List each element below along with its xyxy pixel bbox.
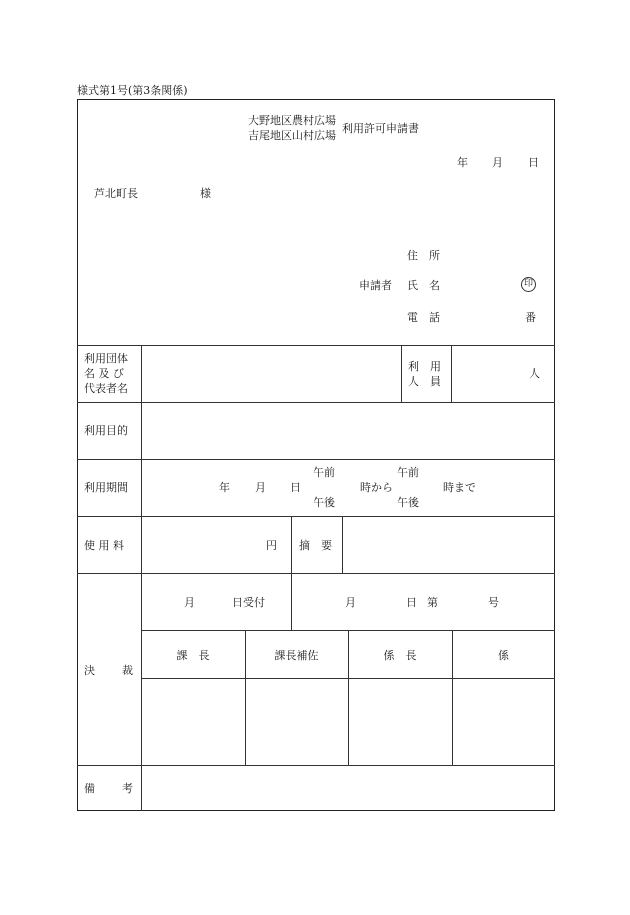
org-label-line1: 利用団体 — [84, 352, 128, 365]
users-unit: 人 — [529, 367, 540, 380]
period-year: 年 — [219, 481, 230, 494]
org-name-field[interactable] — [146, 364, 396, 382]
honorific: 様 — [200, 187, 211, 200]
approver-box-subsection-chief[interactable] — [349, 679, 451, 764]
period-pm-2: 午後 — [397, 496, 419, 509]
rule-org-bottom — [77, 402, 555, 403]
org-label-line2: 名 及 び — [84, 367, 124, 380]
purpose-field[interactable] — [146, 421, 546, 439]
org-label-line3: 代表者名 — [84, 382, 128, 395]
applicant-role-label: 申請者 — [359, 279, 392, 292]
phone-suffix: 番 — [525, 311, 536, 324]
address-label: 住 所 — [407, 249, 440, 262]
rule-period-bottom — [77, 516, 555, 517]
approval-label-2: 裁 — [122, 664, 133, 677]
number-day: 日 — [406, 596, 417, 609]
col-staff: 係 — [498, 649, 509, 662]
notes-label-2: 考 — [122, 782, 133, 795]
title-facility-2: 吉尾地区山村広場 — [248, 129, 336, 142]
remarks-field[interactable] — [347, 536, 547, 554]
title-suffix: 利用許可申請書 — [342, 122, 419, 135]
form-number: 様式第1号(第3条関係) — [77, 84, 188, 97]
period-until: 時まで — [443, 481, 476, 494]
col-assistant-chief: 課長補佐 — [274, 649, 319, 662]
col-subsection-chief: 係 長 — [383, 649, 417, 662]
phone-label: 電 話 — [407, 311, 440, 324]
period-pm-1: 午後 — [313, 496, 335, 509]
received-day: 日受付 — [232, 596, 265, 609]
addressee: 芦北町長 — [94, 187, 138, 200]
approver-box-staff[interactable] — [453, 679, 554, 764]
phone-field[interactable] — [450, 309, 520, 325]
number-month: 月 — [345, 596, 356, 609]
period-from: 時から — [360, 481, 393, 494]
period-am-2: 午前 — [397, 466, 419, 479]
period-day: 日 — [290, 481, 301, 494]
notes-field[interactable] — [146, 779, 546, 797]
fee-yen: 円 — [266, 539, 277, 552]
rule-approval-bottom — [77, 765, 555, 766]
users-count-field[interactable] — [456, 365, 522, 383]
rule-header-bottom — [77, 345, 555, 346]
rule-fee-remarks-left — [291, 516, 292, 573]
number-dai: 第 — [427, 596, 438, 609]
period-label: 利用期間 — [84, 481, 128, 494]
period-am-1: 午前 — [313, 466, 335, 479]
col-section-chief: 課 長 — [176, 649, 210, 662]
rule-users-label-right — [451, 345, 452, 402]
date-month-label: 月 — [492, 156, 503, 169]
rule-fee-bottom — [77, 573, 555, 574]
approval-label-1: 決 — [84, 664, 95, 677]
rule-received-divider — [291, 573, 292, 630]
approver-box-section-chief[interactable] — [142, 679, 244, 764]
fee-amount-field[interactable] — [146, 536, 258, 554]
fee-label: 使 用 料 — [84, 539, 124, 552]
address-field[interactable] — [450, 247, 540, 263]
rule-purpose-bottom — [77, 459, 555, 460]
number-go: 号 — [488, 596, 499, 609]
date-day-label: 日 — [528, 156, 539, 169]
users-label-line2: 人 員 — [408, 375, 441, 388]
seal-mark: 印 — [521, 277, 536, 292]
name-label: 氏 名 — [407, 279, 440, 292]
title-facility-1: 大野地区農村広場 — [248, 114, 336, 127]
users-label-line1: 利 用 — [408, 360, 441, 373]
date-year-label: 年 — [457, 156, 468, 169]
notes-label-1: 備 — [84, 782, 95, 795]
approver-box-assistant-chief[interactable] — [246, 679, 347, 764]
received-month: 月 — [184, 596, 195, 609]
rule-users-label-left — [401, 345, 402, 402]
rule-fee-remarks-right — [342, 516, 343, 573]
name-field[interactable] — [450, 277, 516, 293]
remarks-label: 摘 要 — [299, 539, 332, 552]
purpose-label: 利用目的 — [84, 424, 128, 437]
period-month: 月 — [255, 481, 266, 494]
